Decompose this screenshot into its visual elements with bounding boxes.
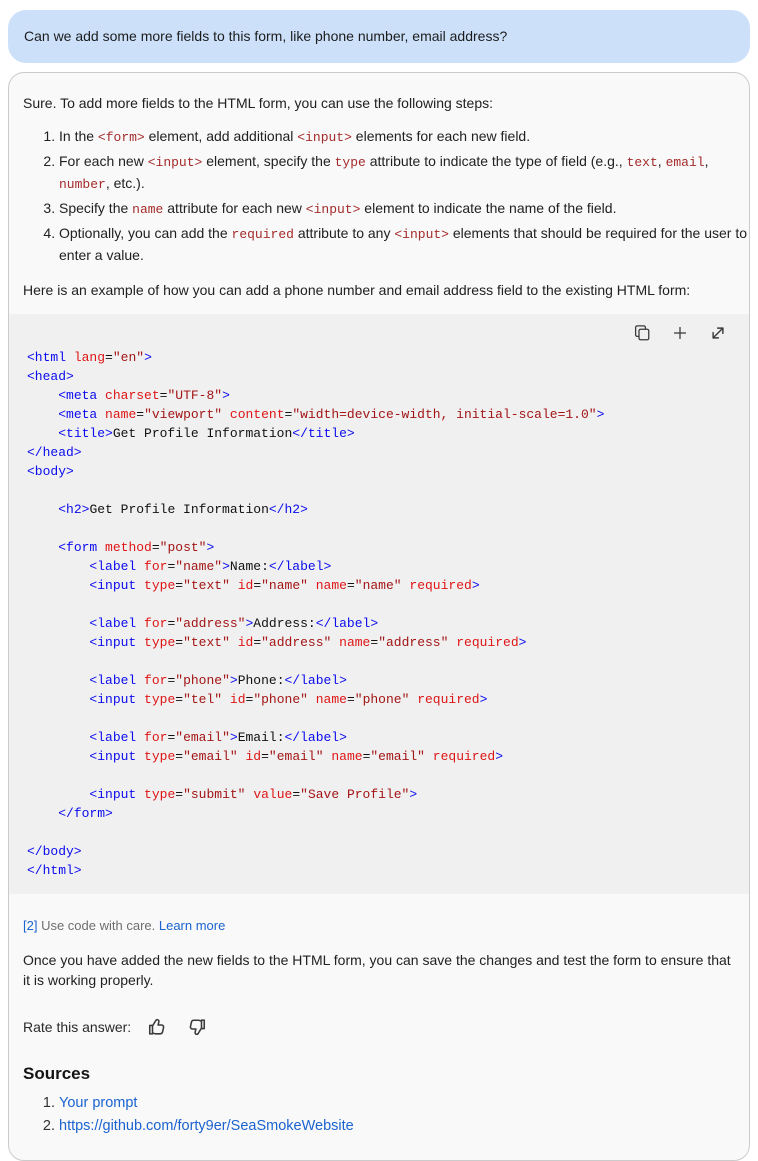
- outro-text: Once you have added the new fields to the HTML form, you can save the changes and test the form to ensure that it is working properly.: [23, 952, 731, 988]
- code-line: <head>: [27, 369, 74, 384]
- steps-list: [9, 126, 749, 265]
- code-line: [27, 652, 735, 671]
- step-item: 2. For each new <input> element, specify the type attribute to indicate the type of field (e.g., text, email, number, etc.).: [59, 151, 749, 195]
- code-line: [27, 823, 735, 842]
- code-line: <meta charset="UTF-8">: [58, 388, 230, 403]
- inline-code: text: [626, 155, 658, 170]
- expand-icon: [709, 324, 727, 342]
- code-line: <body>: [27, 464, 74, 479]
- learn-more-link[interactable]: Learn more: [158, 918, 226, 933]
- code-line: [27, 481, 735, 500]
- code-line: [27, 766, 735, 785]
- copy-icon: [633, 324, 651, 342]
- caution-row: [9, 918, 749, 934]
- add-code-button[interactable]: [671, 324, 689, 342]
- code-line: [27, 709, 735, 728]
- inline-code: required: [231, 227, 294, 242]
- sources-list: [9, 1092, 749, 1138]
- inline-code: <form>: [97, 130, 145, 145]
- step-item: 1. In the <form> element, add additional <input> elements for each new field.: [59, 126, 749, 148]
- sources-heading: Sources: [23, 1064, 91, 1083]
- source-link[interactable]: Your prompt: [59, 1095, 138, 1111]
- code-line: [27, 595, 735, 614]
- intro-text: Sure. To add more fields to the HTML form, you can use the following steps:: [23, 95, 494, 111]
- code-line: <input type="submit" value="Save Profile">: [89, 787, 418, 802]
- copy-code-button[interactable]: [633, 324, 651, 342]
- rate-row: [9, 1016, 749, 1038]
- code-block: [9, 314, 749, 894]
- code-line: <label for="address">Address:</label>: [89, 616, 379, 631]
- thumbs-up-icon: [147, 1016, 169, 1038]
- code-line: <input type="text" id="address" name="address" required>: [89, 635, 527, 650]
- code-line: <input type="text" id="name" name="name" required>: [89, 578, 480, 593]
- thumbs-down-icon: [185, 1016, 207, 1038]
- source-item: [59, 1115, 749, 1138]
- example-intro-text: Here is an example of how you can add a phone number and email address field to the existing HTML form:: [23, 282, 691, 298]
- code-line: <title>Get Profile Information</title>: [58, 426, 355, 441]
- code-content: [27, 348, 735, 880]
- code-line: <html lang="en">: [27, 350, 152, 365]
- source-link[interactable]: https://github.com/forty9er/SeaSmokeWebsite: [59, 1118, 354, 1134]
- inline-code: <input>: [394, 227, 449, 242]
- inline-code: <input>: [297, 130, 352, 145]
- user-message-text: Can we add some more fields to this form, like phone number, email address?: [24, 28, 508, 44]
- code-line: </form>: [58, 806, 113, 821]
- source-item: [59, 1092, 749, 1115]
- rate-label: Rate this answer:: [23, 1019, 132, 1035]
- add-icon: [671, 324, 689, 342]
- thumbs-up-button[interactable]: [147, 1016, 169, 1038]
- inline-code: email: [665, 155, 705, 170]
- code-line: [27, 519, 735, 538]
- citation-ref[interactable]: [2]: [23, 918, 38, 933]
- inline-code: <input>: [305, 202, 361, 217]
- user-message-bubble: [8, 10, 750, 63]
- code-toolbar: [27, 322, 735, 348]
- code-line: <label for="name">Name:</label>: [89, 559, 332, 574]
- code-line: <input type="email" id="email" name="email" required>: [89, 749, 504, 764]
- inline-code: <input>: [147, 155, 203, 170]
- code-line: </html>: [27, 863, 82, 878]
- code-line: </head>: [27, 445, 82, 460]
- code-line: <label for="phone">Phone:</label>: [89, 673, 347, 688]
- assistant-response-card: [8, 72, 750, 1161]
- caution-text: Use code with care.: [37, 918, 159, 933]
- thumbs-down-button[interactable]: [185, 1016, 207, 1038]
- expand-code-button[interactable]: [709, 324, 727, 342]
- step-item: 4. Optionally, you can add the required attribute to any <input> elements that should be required for the user to enter a value.: [59, 223, 749, 265]
- code-line: <meta name="viewport" content="width=device-width, initial-scale=1.0">: [58, 407, 605, 422]
- step-item: 3. Specify the name attribute for each new <input> element to indicate the name of the field.: [59, 198, 749, 220]
- code-line: <form method="post">: [58, 540, 215, 555]
- inline-code: number: [59, 177, 106, 192]
- inline-code: name: [132, 202, 164, 217]
- code-line: <label for="email">Email:</label>: [89, 730, 347, 745]
- inline-code: type: [334, 155, 366, 170]
- code-line: <input type="tel" id="phone" name="phone" required>: [89, 692, 488, 707]
- code-line: <h2>Get Profile Information</h2>: [58, 502, 308, 517]
- code-line: </body>: [27, 844, 82, 859]
